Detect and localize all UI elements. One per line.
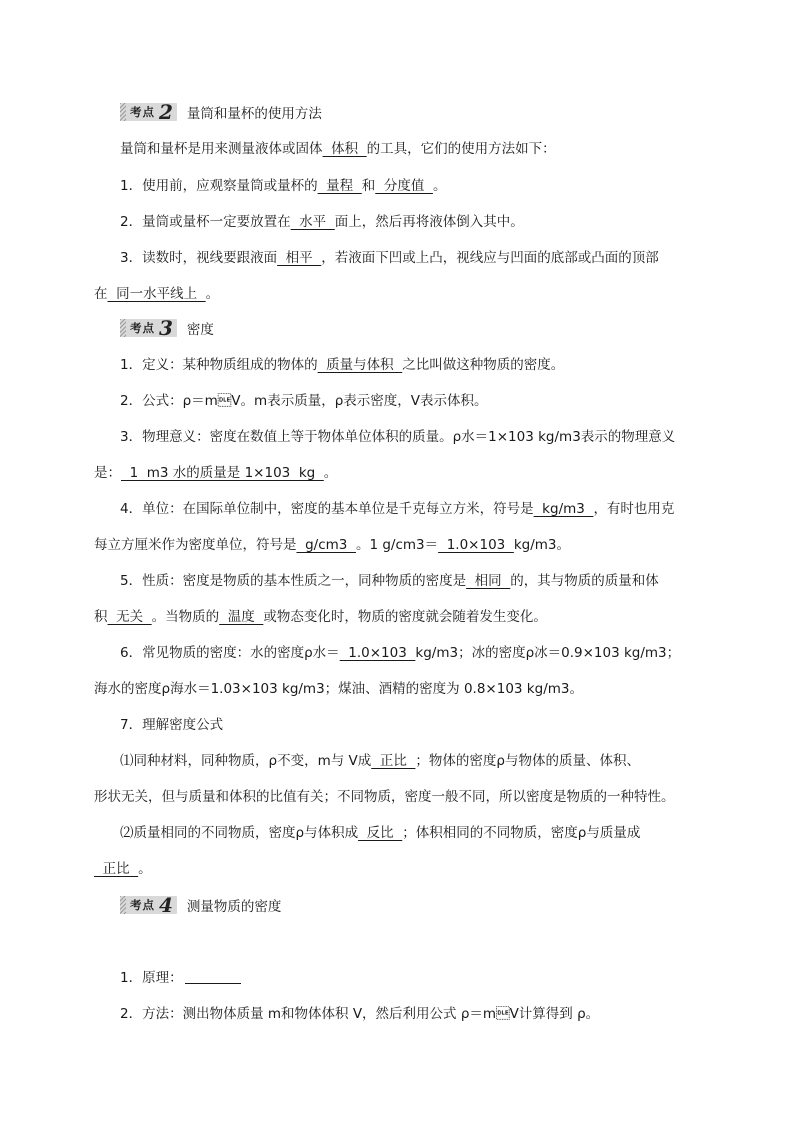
- list-item: [120, 1004, 740, 1024]
- answer-blank: 同一水平线上: [107, 286, 206, 302]
- section-badge: [120, 100, 177, 124]
- text: 。: [432, 178, 447, 194]
- text: 2．量筒或量杯一定要放置在: [120, 214, 291, 230]
- section-title: 密度: [186, 322, 214, 338]
- answer-blank: 1.0×103: [438, 537, 514, 553]
- text: 的工具，它们的使用方法如下：: [366, 141, 556, 157]
- section-title: 量筒和量杯的使用方法: [186, 106, 322, 122]
- sub-item-continuation: [94, 787, 714, 807]
- text: 形状无关，但与质量和体积的比值有关；不同物质，密度一般不同，所以密度是物质的一种特性。: [94, 789, 675, 805]
- text: ；体积相同的不同物质，密度ρ与质量成: [402, 825, 641, 841]
- answer-blank: 质量与体积: [317, 357, 403, 373]
- text: 的，其与物质的质量和体: [510, 573, 659, 589]
- section-heading-3: [120, 316, 214, 340]
- list-item: [120, 499, 740, 519]
- badge-number: 4: [159, 893, 173, 917]
- answer-blank: 温度: [219, 609, 264, 625]
- answer-blank: 正比: [94, 861, 139, 877]
- text: 。当物质的: [151, 609, 220, 625]
- list-item-continuation: [94, 535, 714, 555]
- text: 1．使用前，应观察量筒或量杯的: [120, 178, 318, 194]
- text: 是：: [94, 465, 121, 481]
- section-heading-4: [120, 893, 281, 917]
- empty-answer-blank: [185, 969, 241, 984]
- list-item: [120, 968, 740, 988]
- text: 在: [94, 286, 108, 302]
- list-item: [120, 715, 740, 735]
- list-item-continuation: [94, 284, 714, 304]
- text: 7．理解密度公式: [120, 717, 224, 733]
- answer-blank: 相平: [277, 250, 322, 266]
- answer-blank: 量程: [317, 178, 362, 194]
- text: 3．物理意义：密度在数值上等于物体单位体积的质量。ρ水＝1×103 kg/m3表示的物理意义: [120, 429, 676, 445]
- text: 量筒和量杯是用来测量液体或固体: [120, 141, 323, 157]
- badge-label: 考点: [130, 898, 155, 912]
- answer-blank: 相同: [466, 573, 511, 589]
- text: 每立方厘米作为密度单位，符号是: [94, 537, 297, 553]
- list-item-continuation: [94, 679, 714, 699]
- list-item-continuation: [94, 607, 714, 627]
- answer-blank: 1 m3 水的质量是 1×103 kg: [121, 465, 324, 481]
- sub-item-continuation: [94, 859, 714, 879]
- answer-blank: 分度值: [375, 178, 433, 194]
- text: 。: [323, 465, 338, 481]
- list-item: [120, 176, 740, 196]
- section-badge: [120, 316, 177, 340]
- text: ，有时也用克: [593, 501, 675, 517]
- answer-blank: g/cm3: [296, 537, 356, 553]
- answer-blank: 1.0×103: [339, 645, 416, 661]
- formula-text: 2．公式：ρ＝mV。m表示质量，ρ表示密度，V表示体积。: [120, 393, 488, 409]
- text: 之比叫做这种物质的密度。: [402, 357, 565, 373]
- answer-blank: 正比: [371, 753, 416, 769]
- text: 3．读数时，视线要跟液面: [120, 250, 278, 266]
- badge-label: 考点: [130, 321, 155, 335]
- text: 2．方法：测出物体质量 m和物体体积 V，然后利用公式 ρ＝mV计算得到 ρ。: [120, 1006, 600, 1022]
- text: 5．性质：密度是物质的基本性质之一，同种物质的密度是: [120, 573, 467, 589]
- badge-label: 考点: [130, 105, 155, 119]
- section-badge: [120, 893, 177, 917]
- text: 4．单位：在国际单位制中，密度的基本单位是千克每立方米，符号是: [120, 501, 534, 517]
- text: 面上，然后再将液体倒入其中。: [334, 214, 524, 230]
- text: 。: [138, 861, 152, 877]
- text: 1．定义：某种物质组成的物体的: [120, 357, 318, 373]
- answer-blank: 水平: [290, 214, 335, 230]
- sub-item: [120, 823, 740, 843]
- badge-number: 3: [159, 316, 173, 340]
- list-item: [120, 391, 740, 411]
- list-item: [120, 355, 740, 375]
- text: 和: [361, 178, 376, 194]
- paragraph: [120, 139, 740, 159]
- text: ⑴同种材料，同种物质，ρ不变，m与 V成: [120, 753, 372, 769]
- list-item: [120, 427, 740, 447]
- text: 6．常见物质的密度：水的密度ρ水＝: [120, 645, 340, 661]
- list-item: [120, 212, 740, 232]
- section-title: 测量物质的密度: [186, 899, 282, 915]
- text: 海水的密度ρ海水＝1.03×103 kg/m3；煤油、酒精的密度为 0.8×103 kg/m3。: [94, 681, 583, 697]
- text: ；物体的密度ρ与物体的质量、体积、: [415, 753, 640, 769]
- answer-blank: 反比: [358, 825, 403, 841]
- text: 。: [205, 286, 220, 302]
- sub-item: [120, 751, 740, 771]
- text: kg/m3；冰的密度ρ冰＝0.9×103 kg/m3；: [415, 645, 681, 661]
- list-item: [120, 643, 740, 663]
- text: 积: [94, 609, 108, 625]
- text: 1．原理：: [120, 970, 183, 986]
- text: kg/m3。: [513, 537, 571, 553]
- answer-blank: 体积: [322, 141, 367, 157]
- text: ⑵质量相同的不同物质，密度ρ与体积成: [120, 825, 359, 841]
- text: 。1 g/cm3＝: [355, 537, 439, 553]
- list-item-continuation: [94, 463, 714, 483]
- answer-blank: 无关: [107, 609, 152, 625]
- list-item: [120, 571, 740, 591]
- answer-blank: kg/m3: [533, 501, 594, 517]
- text: ，若液面下凹或上凸，视线应与凹面的底部或凸面的顶部: [321, 250, 659, 266]
- list-item: [120, 248, 740, 268]
- text: 或物态变化时，物质的密度就会随着发生变化。: [263, 609, 547, 625]
- badge-number: 2: [159, 100, 173, 124]
- section-heading-2: [120, 100, 322, 124]
